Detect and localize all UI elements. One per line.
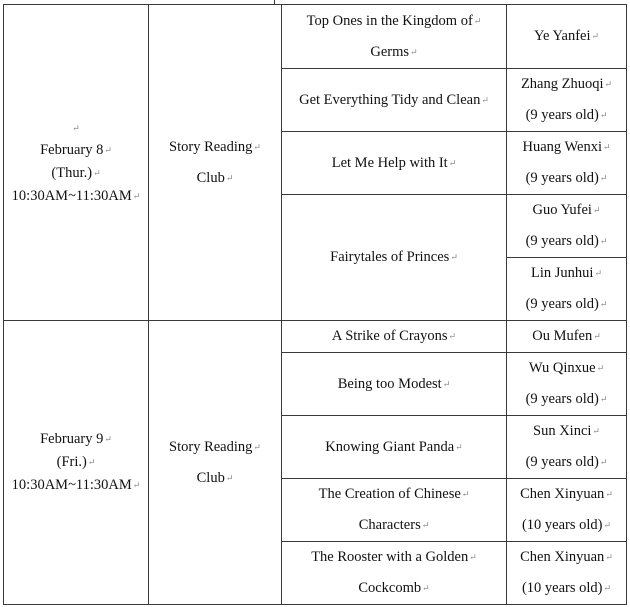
story-title-cell (282, 416, 507, 479)
story-title-line: Characters (358, 517, 421, 533)
reader-name: Guo Yufei (532, 202, 592, 218)
reader-age: (9 years old) (525, 107, 599, 123)
paragraph-mark: ↵ (410, 46, 418, 57)
reader-name: Ou Mufen (532, 328, 593, 344)
reader-cell (507, 5, 627, 69)
reader-cell (507, 353, 627, 416)
paragraph-mark: ↵ (448, 157, 457, 168)
paragraph-mark: ↵ (104, 434, 112, 444)
paragraph-mark: ↵ (599, 110, 608, 120)
story-title-cell (282, 5, 507, 69)
paragraph-mark: ↵ (593, 331, 601, 341)
paragraph-mark: ↵ (591, 31, 600, 41)
reader-name: Ye Yanfei (533, 28, 591, 44)
table-row (4, 321, 627, 353)
paragraph-mark: ↵ (604, 79, 613, 89)
story-title-line: The Rooster with a Golden (311, 549, 469, 565)
story-title-line: The Creation of Chinese (318, 486, 461, 502)
story-title-cell (282, 69, 507, 132)
story-title-cell (282, 195, 507, 321)
paragraph-mark: ↵ (455, 441, 463, 452)
story-title-line: Cockcomb (358, 580, 422, 596)
reader-name: Sun Xinci (533, 423, 592, 439)
reader-cell (507, 542, 627, 605)
reader-name: Chen Xinyuan (520, 486, 605, 502)
reader-cell (507, 132, 627, 195)
paragraph-mark: ↵ (599, 236, 608, 246)
reader-cell (507, 258, 627, 321)
paragraph-mark: ↵ (225, 172, 234, 183)
paragraph-mark: ↵ (605, 552, 613, 562)
activity-name-line: Club (196, 169, 225, 186)
story-title-cell (282, 542, 507, 605)
paragraph-mark: ↵ (605, 489, 613, 499)
story-title-line: Let Me Help with It (331, 154, 448, 171)
paragraph-mark: ↵ (72, 123, 80, 133)
reader-age: (9 years old) (525, 391, 599, 407)
table-row (4, 5, 627, 69)
paragraph-mark: ↵ (87, 457, 96, 467)
reader-cell (507, 479, 627, 542)
date-cell (4, 321, 149, 605)
reader-age: (10 years old) (521, 580, 603, 596)
event-weekday: (Fri.) (56, 454, 87, 470)
reader-cell (507, 195, 627, 258)
date-cell (4, 5, 149, 321)
paragraph-mark: ↵ (592, 205, 601, 215)
paragraph-mark: ↵ (599, 173, 608, 183)
paragraph-mark: ↵ (599, 299, 608, 309)
story-title-line: Get Everything Tidy and Clean (299, 91, 481, 108)
paragraph-mark: ↵ (253, 441, 261, 452)
paragraph-mark: ↵ (104, 145, 112, 155)
blank-line (6, 117, 146, 139)
schedule-table (3, 4, 627, 605)
reader-age: (9 years old) (525, 454, 599, 470)
schedule-table-body (4, 5, 627, 605)
reader-age: (9 years old) (525, 170, 599, 186)
story-title-line: Knowing Giant Panda (325, 438, 455, 455)
story-title-line: Germs (370, 43, 410, 60)
event-date: February 9 (40, 431, 104, 447)
activity-cell (149, 321, 282, 605)
paragraph-mark: ↵ (225, 472, 234, 483)
paragraph-mark: ↵ (132, 480, 141, 490)
paragraph-mark: ↵ (599, 457, 608, 467)
paragraph-mark: ↵ (481, 94, 489, 105)
paragraph-mark: ↵ (132, 191, 141, 201)
reader-age: (10 years old) (521, 517, 603, 533)
reader-age: (9 years old) (525, 233, 599, 249)
paragraph-mark: ↵ (93, 168, 101, 178)
paragraph-mark: ↵ (602, 142, 611, 152)
activity-name-line: Story Reading (169, 138, 253, 155)
reader-cell (507, 321, 627, 353)
paragraph-mark: ↵ (448, 331, 457, 341)
reader-cell (507, 69, 627, 132)
activity-name-line: Club (196, 469, 225, 486)
reader-name: Wu Qinxue (528, 360, 596, 376)
paragraph-mark: ↵ (421, 520, 430, 530)
paragraph-mark: ↵ (422, 583, 430, 593)
reader-name: Zhang Zhuoqi (520, 76, 604, 92)
event-date: February 8 (40, 142, 104, 158)
reader-name: Lin Junhui (531, 265, 594, 281)
paragraph-mark: ↵ (603, 583, 612, 593)
paragraph-mark: ↵ (473, 15, 482, 26)
paragraph-mark: ↵ (253, 141, 261, 152)
paragraph-mark: ↵ (442, 378, 451, 389)
story-title-cell (282, 353, 507, 416)
story-title-line: Fairytales of Princes (330, 249, 450, 265)
activity-name-line: Story Reading (169, 438, 253, 455)
reader-cell (507, 416, 627, 479)
story-title-line: Top Ones in the Kingdom of (306, 12, 473, 29)
paragraph-mark: ↵ (592, 426, 600, 436)
paragraph-mark: ↵ (450, 252, 458, 262)
story-title-line: A Strike of Crayons (331, 328, 448, 344)
story-title-cell (282, 321, 507, 353)
paragraph-mark: ↵ (596, 363, 605, 373)
paragraph-mark: ↵ (461, 489, 470, 499)
story-title-cell (282, 132, 507, 195)
event-weekday: (Thur.) (51, 165, 93, 181)
reader-name: Huang Wenxi (522, 139, 602, 155)
activity-cell (149, 5, 282, 321)
reader-age: (9 years old) (525, 296, 599, 312)
paragraph-mark: ↵ (603, 520, 612, 530)
event-time: 10:30AM~11:30AM (11, 477, 132, 493)
story-title-cell (282, 479, 507, 542)
paragraph-mark: ↵ (599, 394, 608, 404)
reader-name: Chen Xinyuan (520, 549, 605, 565)
event-time: 10:30AM~11:30AM (11, 188, 132, 204)
paragraph-mark: ↵ (594, 268, 602, 278)
paragraph-mark: ↵ (469, 552, 477, 562)
story-title-line: Being too Modest (337, 375, 442, 392)
